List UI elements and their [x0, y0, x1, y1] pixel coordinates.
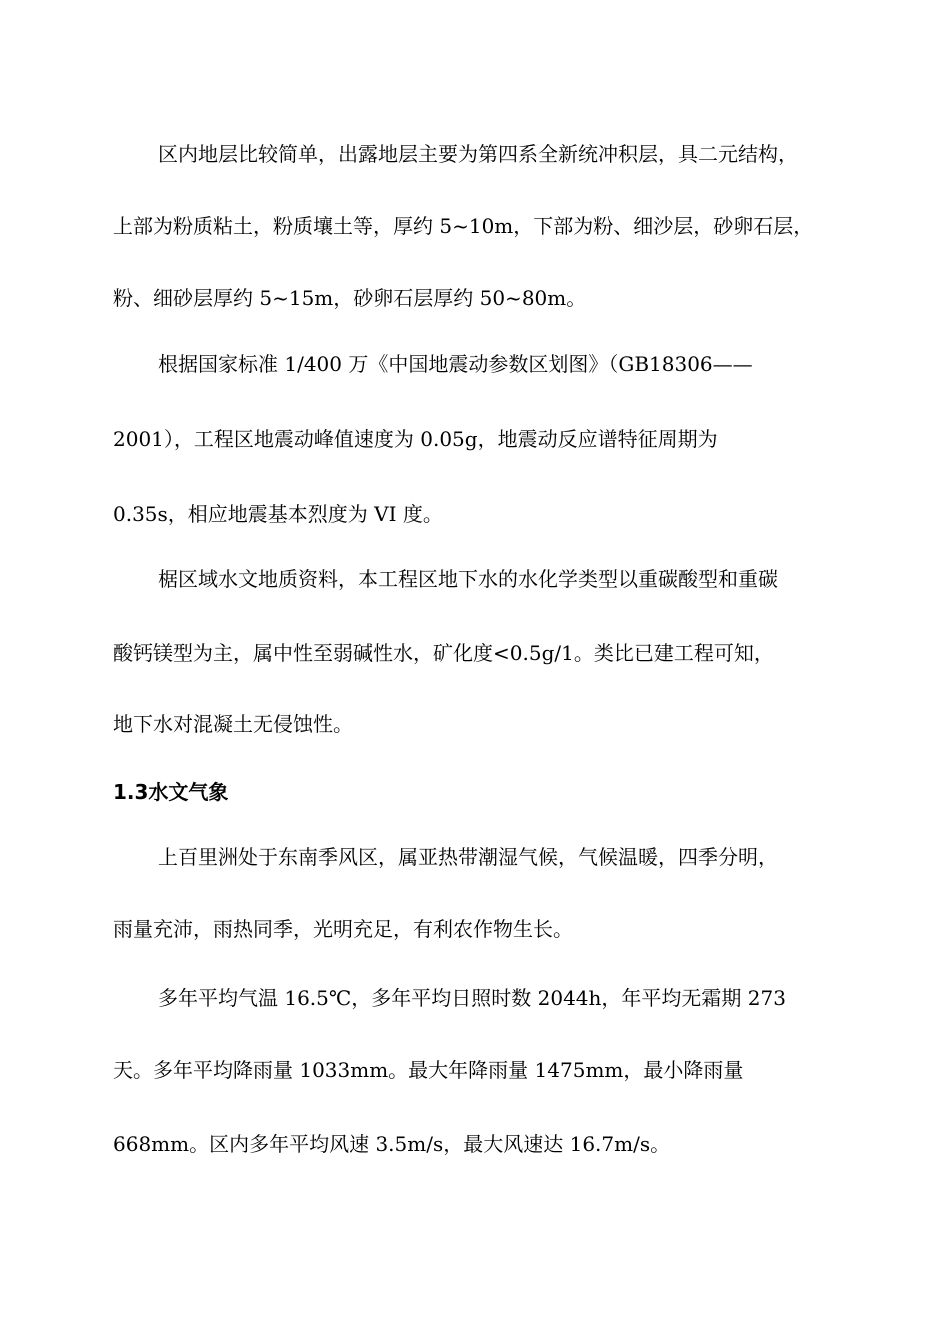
paragraph-line: 酸钙镁型为主，属中性至弱碱性水，矿化度<0.5g/1。类比已建工程可知， [113, 641, 774, 665]
paragraph-line: 粉、细砂层厚约 5~15m，砂卵石层厚约 50~80m。 [113, 286, 587, 310]
paragraph-line: 2001），工程区地震动峰值速度为 0.05g，地震动反应谱特征周期为 [113, 427, 718, 451]
section-heading: 1.3水文气象 [113, 780, 229, 804]
paragraph-line: 天。多年平均降雨量 1033mm。最大年降雨量 1475mm，最小降雨量 [113, 1058, 744, 1082]
paragraph-line: 区内地层比较简单，出露地层主要为第四系全新统冲积层，具二元结构， [158, 142, 798, 166]
paragraph-line: 雨量充沛，雨热同季，光明充足，有利农作物生长。 [113, 917, 573, 941]
paragraph-line: 上部为粉质粘土，粉质壤土等，厚约 5~10m，下部为粉、细沙层，砂卵石层， [113, 214, 814, 238]
paragraph-line: 根据国家标准 1/400 万《中国地震动参数区划图》（GB18306—— [158, 352, 753, 376]
paragraph-line: 多年平均气温 16.5℃，多年平均日照时数 2044h，年平均无霜期 273 [158, 986, 786, 1010]
paragraph-line: 668mm。区内多年平均风速 3.5m/s，最大风速达 16.7m/s。 [113, 1132, 671, 1156]
paragraph-line: 0.35s，相应地震基本烈度为 VI 度。 [113, 502, 443, 526]
paragraph-line: 地下水对混凝土无侵蚀性。 [113, 712, 353, 736]
paragraph-line: 椐区域水文地质资料，本工程区地下水的水化学类型以重碳酸型和重碳 [158, 567, 778, 591]
paragraph-line: 上百里洲处于东南季风区，属亚热带潮湿气候，气候温暖，四季分明， [158, 845, 778, 869]
